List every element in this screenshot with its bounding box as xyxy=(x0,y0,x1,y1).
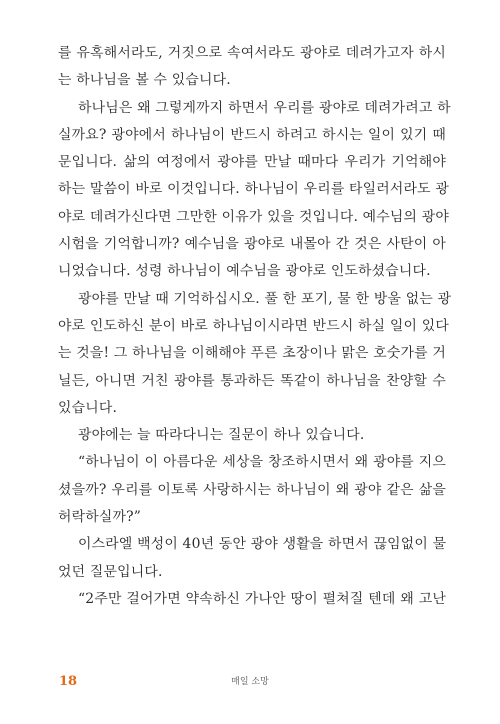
page-number: 18 xyxy=(59,674,78,689)
body-text xyxy=(58,40,452,613)
text-line: 하나님은 왜 그렇게까지 하면서 우리를 광야로 데려가려고 하 xyxy=(78,99,451,116)
text-line: “2주만 걸어가면 약속하신 가나안 땅이 펼쳐질 텐데 왜 고난 xyxy=(78,590,446,607)
text-line: 광야를 만날 때 기억하십시오. 풀 한 포기, 물 한 방울 없는 광 xyxy=(78,290,452,307)
text-line: 실까요? 광야에서 하나님이 반드시 하려고 하시는 일이 있기 때 xyxy=(58,126,446,143)
text-line: 야로 데려가신다면 그만한 이유가 있을 것입니다. 예수님의 광야 xyxy=(58,208,450,225)
text-line: “하나님이 이 아름다운 세상을 창조하시면서 왜 광야를 지으 xyxy=(78,454,446,471)
running-title: 매일 소망 xyxy=(231,677,269,687)
page-footer xyxy=(0,672,500,692)
text-line: 이스라엘 백성이 40년 동안 광야 생활을 하면서 끊임없이 물 xyxy=(78,536,447,553)
text-line: 니었습니다. 성령 하나님이 예수님을 광야로 인도하셨습니다. xyxy=(58,263,431,280)
text-line: 는 것을! 그 하나님을 이해해야 푸른 초장이나 맑은 호숫가를 거 xyxy=(58,345,446,362)
text-line: 하는 말씀이 바로 이것입니다. 하나님이 우리를 타일러서라도 광 xyxy=(58,181,450,198)
text-line: 야로 인도하신 분이 바로 하나님이시라면 반드시 하실 일이 있다 xyxy=(58,317,450,334)
text-line: 를 유혹해서라도, 거짓으로 속여서라도 광야로 데려가고자 하시 xyxy=(58,45,446,61)
text-line: 문입니다. 삶의 여정에서 광야를 만날 때마다 우리가 기억해야 xyxy=(58,154,446,171)
text-line: 허락하실까?” xyxy=(58,509,142,526)
text-line: 있습니다. xyxy=(58,399,118,416)
text-line: 셨을까? 우리를 이토록 사랑하시는 하나님이 왜 광야 같은 삶을 xyxy=(58,481,446,498)
text-line: 시험을 기억합니까? 예수님을 광야로 내몰아 간 것은 사탄이 아 xyxy=(58,236,446,253)
text-line: 었던 질문입니다. xyxy=(58,563,163,580)
text-line: 광야에는 늘 따라다니는 질문이 하나 있습니다. xyxy=(78,427,365,444)
text-line: 닐든, 아니면 거친 광야를 통과하든 똑같이 하나님을 찬양할 수 xyxy=(58,372,446,389)
text-line: 는 하나님을 볼 수 있습니다. xyxy=(58,72,231,89)
